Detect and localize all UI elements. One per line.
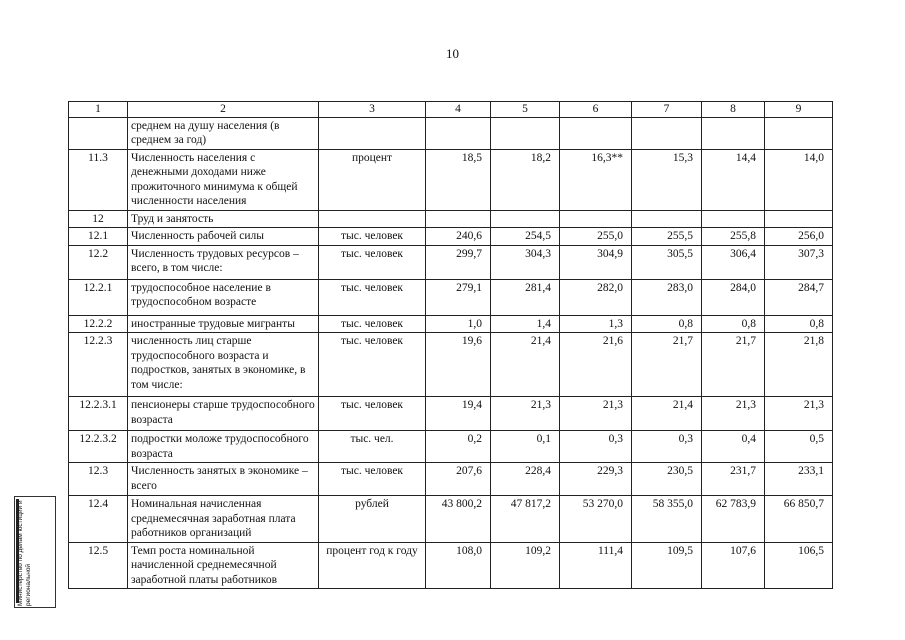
value-cell: 0,8 — [632, 315, 702, 333]
table-row — [69, 228, 833, 246]
value-cell: 21,7 — [632, 333, 702, 397]
header-cell: 8 — [702, 102, 765, 118]
table-row — [69, 496, 833, 543]
value-cell: 240,6 — [426, 228, 491, 246]
value-cell: 19,4 — [426, 397, 491, 431]
header-row — [69, 102, 833, 118]
value-cell: 304,3 — [491, 245, 560, 279]
value-cell: 229,3 — [560, 463, 632, 496]
table-row — [69, 397, 833, 431]
value-cell: 230,5 — [632, 463, 702, 496]
indicator-name-cell: среднем на душу населения (в среднем за год) — [128, 117, 319, 149]
row-number-cell: 12.1 — [69, 228, 128, 246]
stamp-text: Министерство по делам юстиции и региональной — [17, 500, 32, 606]
value-cell: 207,6 — [426, 463, 491, 496]
unit-cell: тыс. человек — [319, 245, 426, 279]
value-cell — [765, 117, 833, 149]
row-number-cell: 12.2.3.1 — [69, 397, 128, 431]
value-cell: 43 800,2 — [426, 496, 491, 543]
header-cell: 2 — [128, 102, 319, 118]
value-cell: 18,2 — [491, 149, 560, 210]
value-cell: 305,5 — [632, 245, 702, 279]
table-row — [69, 542, 833, 589]
table-row — [69, 117, 833, 149]
unit-cell: рублей — [319, 496, 426, 543]
value-cell — [426, 117, 491, 149]
indicator-name-cell: подростки моложе трудоспособного возраста — [128, 431, 319, 463]
registration-stamp — [14, 496, 56, 608]
table-row — [69, 333, 833, 397]
indicator-name-cell: численность лиц старше трудоспособного возраста и подростков, занятых в экономике, в том числе: — [128, 333, 319, 397]
value-cell: 233,1 — [765, 463, 833, 496]
value-cell: 255,5 — [632, 228, 702, 246]
value-cell: 256,0 — [765, 228, 833, 246]
header-cell: 3 — [319, 102, 426, 118]
header-cell: 4 — [426, 102, 491, 118]
unit-cell: тыс. человек — [319, 279, 426, 315]
value-cell — [702, 210, 765, 228]
header-cell: 1 — [69, 102, 128, 118]
value-cell: 307,3 — [765, 245, 833, 279]
value-cell: 254,5 — [491, 228, 560, 246]
row-number-cell: 12.2.2 — [69, 315, 128, 333]
value-cell: 53 270,0 — [560, 496, 632, 543]
value-cell: 255,0 — [560, 228, 632, 246]
value-cell: 284,0 — [702, 279, 765, 315]
unit-cell: тыс. человек — [319, 397, 426, 431]
value-cell: 14,0 — [765, 149, 833, 210]
value-cell: 228,4 — [491, 463, 560, 496]
value-cell: 1,3 — [560, 315, 632, 333]
value-cell: 1,0 — [426, 315, 491, 333]
value-cell: 21,8 — [765, 333, 833, 397]
row-number-cell: 12 — [69, 210, 128, 228]
value-cell: 16,3** — [560, 149, 632, 210]
value-cell: 109,5 — [632, 542, 702, 589]
value-cell: 21,4 — [491, 333, 560, 397]
unit-cell: процент год к году — [319, 542, 426, 589]
header-cell: 9 — [765, 102, 833, 118]
indicator-name-cell: пенсионеры старше трудоспособного возраста — [128, 397, 319, 431]
table-row — [69, 245, 833, 279]
unit-cell: тыс. чел. — [319, 431, 426, 463]
table-row — [69, 279, 833, 315]
value-cell: 0,4 — [702, 431, 765, 463]
value-cell — [491, 210, 560, 228]
row-number-cell — [69, 117, 128, 149]
value-cell: 106,5 — [765, 542, 833, 589]
value-cell: 0,8 — [765, 315, 833, 333]
value-cell: 255,8 — [702, 228, 765, 246]
row-number-cell: 12.3 — [69, 463, 128, 496]
unit-cell: тыс. человек — [319, 333, 426, 397]
value-cell: 0,3 — [560, 431, 632, 463]
row-number-cell: 12.2.1 — [69, 279, 128, 315]
value-cell — [560, 210, 632, 228]
value-cell — [491, 117, 560, 149]
value-cell — [632, 117, 702, 149]
unit-cell: процент — [319, 149, 426, 210]
indicator-name-cell: Номинальная начисленная среднемесячная заработная плата работников организаций — [128, 496, 319, 543]
indicator-name-cell: трудоспособное население в трудоспособном возрасте — [128, 279, 319, 315]
value-cell — [632, 210, 702, 228]
value-cell: 1,4 — [491, 315, 560, 333]
value-cell: 21,3 — [560, 397, 632, 431]
value-cell — [702, 117, 765, 149]
row-number-cell: 12.2.3 — [69, 333, 128, 397]
indicator-name-cell: иностранные трудовые мигранты — [128, 315, 319, 333]
value-cell: 0,3 — [632, 431, 702, 463]
value-cell: 21,6 — [560, 333, 632, 397]
unit-cell: тыс. человек — [319, 463, 426, 496]
value-cell: 304,9 — [560, 245, 632, 279]
row-number-cell: 11.3 — [69, 149, 128, 210]
value-cell: 15,3 — [632, 149, 702, 210]
value-cell: 19,6 — [426, 333, 491, 397]
page-number: 10 — [446, 46, 459, 61]
value-cell: 21,3 — [765, 397, 833, 431]
value-cell: 284,7 — [765, 279, 833, 315]
value-cell: 21,4 — [632, 397, 702, 431]
value-cell: 62 783,9 — [702, 496, 765, 543]
row-number-cell: 12.2 — [69, 245, 128, 279]
value-cell: 283,0 — [632, 279, 702, 315]
value-cell: 279,1 — [426, 279, 491, 315]
header-cell: 7 — [632, 102, 702, 118]
table-row — [69, 463, 833, 496]
value-cell: 111,4 — [560, 542, 632, 589]
value-cell: 107,6 — [702, 542, 765, 589]
value-cell: 306,4 — [702, 245, 765, 279]
value-cell: 0,8 — [702, 315, 765, 333]
value-cell: 14,4 — [702, 149, 765, 210]
value-cell: 108,0 — [426, 542, 491, 589]
table-row — [69, 149, 833, 210]
value-cell: 21,3 — [491, 397, 560, 431]
value-cell: 109,2 — [491, 542, 560, 589]
value-cell: 18,5 — [426, 149, 491, 210]
indicator-name-cell: Численность рабочей силы — [128, 228, 319, 246]
indicator-name-cell: Темп роста номинальной начисленной среднемесячной заработной платы работников — [128, 542, 319, 589]
table-row — [69, 431, 833, 463]
value-cell: 0,5 — [765, 431, 833, 463]
table-row — [69, 210, 833, 228]
indicator-name-cell: Труд и занятость — [128, 210, 319, 228]
value-cell: 282,0 — [560, 279, 632, 315]
indicator-name-cell: Численность населения с денежными доходами ниже прожиточного минимума к общей численности населения — [128, 149, 319, 210]
unit-cell — [319, 210, 426, 228]
value-cell — [426, 210, 491, 228]
value-cell — [765, 210, 833, 228]
value-cell: 0,2 — [426, 431, 491, 463]
table-row — [69, 315, 833, 333]
header-cell: 6 — [560, 102, 632, 118]
value-cell: 21,3 — [702, 397, 765, 431]
value-cell: 21,7 — [702, 333, 765, 397]
value-cell — [560, 117, 632, 149]
header-cell: 5 — [491, 102, 560, 118]
unit-cell: тыс. человек — [319, 228, 426, 246]
row-number-cell: 12.2.3.2 — [69, 431, 128, 463]
value-cell: 0,1 — [491, 431, 560, 463]
indicator-name-cell: Численность трудовых ресурсов – всего, в том числе: — [128, 245, 319, 279]
row-number-cell: 12.4 — [69, 496, 128, 543]
unit-cell — [319, 117, 426, 149]
data-table — [68, 101, 833, 589]
unit-cell: тыс. человек — [319, 315, 426, 333]
value-cell: 299,7 — [426, 245, 491, 279]
value-cell: 66 850,7 — [765, 496, 833, 543]
value-cell: 47 817,2 — [491, 496, 560, 543]
value-cell: 281,4 — [491, 279, 560, 315]
value-cell: 231,7 — [702, 463, 765, 496]
row-number-cell: 12.5 — [69, 542, 128, 589]
indicator-name-cell: Численность занятых в экономике – всего — [128, 463, 319, 496]
value-cell: 58 355,0 — [632, 496, 702, 543]
